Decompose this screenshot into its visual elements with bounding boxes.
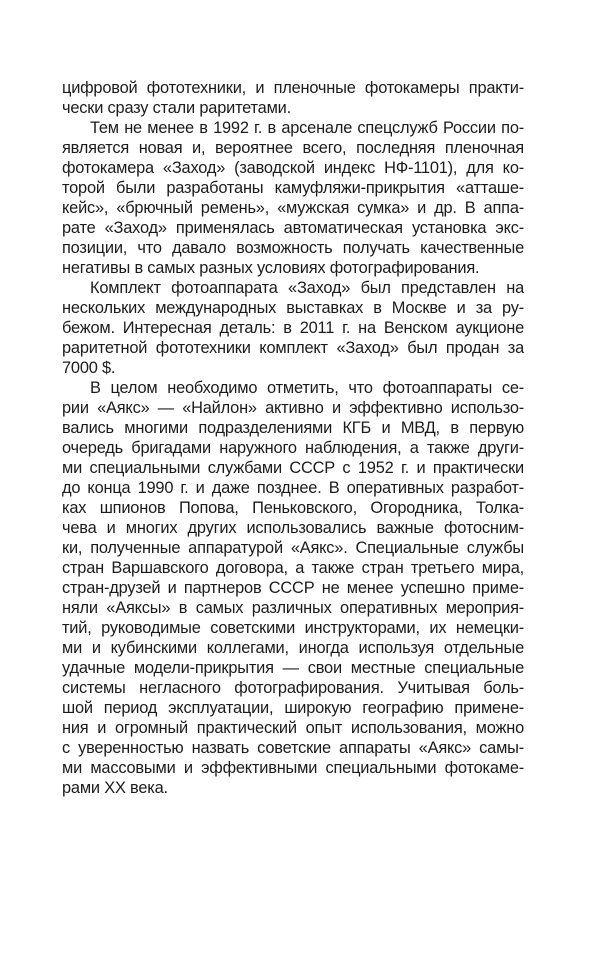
text-line: нескольких международных выставках в Москве и за ру- <box>62 299 524 317</box>
text-line: стран-друзей и партнеров СССР не менее успешно приме- <box>62 579 524 597</box>
text-line: няли «Аяксы» в самых различных оперативных мероприя- <box>62 599 524 617</box>
text-line: шой период эксплуатации, широкую географию примене- <box>62 699 524 717</box>
text-line: ми массовыми и эффективными специальными фотокаме- <box>62 759 524 777</box>
text-line: стран Варшавского договора, а также стран третьего мира, <box>62 559 524 577</box>
text-line: кейс», «брючный ремень», «мужская сумка» и др. В аппа- <box>62 199 524 217</box>
text-line: до конца 1990 г. и даже позднее. В оперативных разработ- <box>62 479 524 497</box>
text-line: чески сразу стали раритетами. <box>62 99 291 117</box>
text-line: очередь бригадами наружного наблюдения, а также други- <box>62 439 524 457</box>
text-line: является новая и, вероятнее всего, последняя пленочная <box>62 139 524 157</box>
text-line: цифровой фототехники, и пленочные фотокамеры практи- <box>62 79 524 97</box>
text-line: тий, руководимые советскими инструкторами, их немецки- <box>62 619 524 637</box>
paragraph <box>62 378 524 798</box>
text-line: ках шпионов Попова, Пеньковского, Огородника, Толка- <box>62 499 524 517</box>
text-line: позиции, что давало возможность получать качественные <box>62 239 524 257</box>
text-line: ми специальными службами СССР с 1952 г. и практически <box>62 459 524 477</box>
text-line: чева и многих других использовались важные фотосним- <box>62 519 524 537</box>
text-line: 7000 $. <box>62 359 116 377</box>
text-line: рами ХХ века. <box>62 779 168 797</box>
text-line: рии «Аякс» — «Найлон» активно и эффективно использо- <box>62 399 524 417</box>
text-line: системы негласного фотографирования. Учитывая боль- <box>62 679 524 697</box>
text-line: удачные модели-прикрытия — свои местные специальные <box>62 659 524 677</box>
text-line: Тем не менее в 1992 г. в арсенале спецслужб России по- <box>90 119 524 137</box>
text-line: ния и огромный практический опыт использования, можно <box>62 719 524 737</box>
text-line: Комплект фотоаппарата «Заход» был представлен на <box>90 279 524 297</box>
text-line: ки, полученные аппаратурой «Аякс». Специальные службы <box>62 539 524 557</box>
paragraph <box>62 118 524 278</box>
body-text <box>62 78 524 798</box>
paragraph <box>62 278 524 378</box>
text-line: раритетной фототехники комплект «Заход» был продан за <box>62 339 524 357</box>
text-line: рате «Заход» применялась автоматическая установка экс- <box>62 219 524 237</box>
text-line: ми и кубинскими коллегами, иногда используя отдельные <box>62 639 524 657</box>
text-line: негативы в самых разных условиях фотографирования. <box>62 259 480 277</box>
text-line: с уверенностью назвать советские аппараты «Аякс» самы- <box>62 739 524 757</box>
text-line: торой были разработаны камуфляжи-прикрытия «атташе- <box>62 179 524 197</box>
paragraph <box>62 78 524 118</box>
text-line: вались многими подразделениями КГБ и МВД, в первую <box>62 419 524 437</box>
text-line: фотокамера «Заход» (заводской индекс НФ-1101), для ко- <box>62 159 524 177</box>
text-line: бежом. Интересная деталь: в 2011 г. на Венском аукционе <box>62 319 524 337</box>
text-line: В целом необходимо отметить, что фотоаппараты се- <box>90 379 524 397</box>
